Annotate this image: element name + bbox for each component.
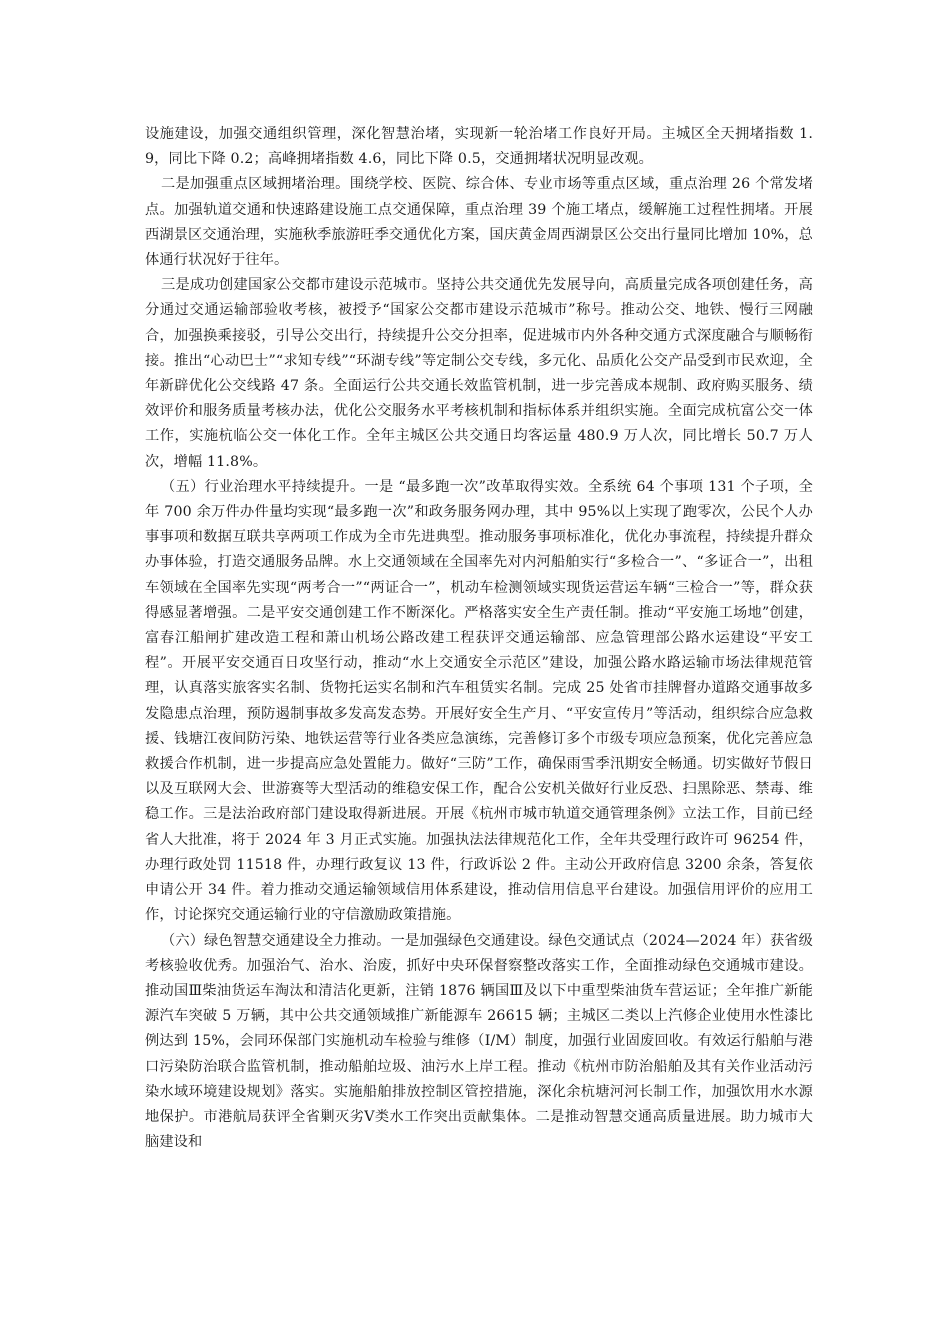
document-page bbox=[145, 122, 813, 1155]
paragraph-congestion-overview: 设施建设，加强交通组织管理，深化智慧治堵，实现新一轮治堵工作良好开局。主城区全天拥堵指数 1.9，同比下降 0.2；高峰拥堵指数 4.6，同比下降 0.5，交通拥堵状况明显改观。 bbox=[145, 126, 813, 168]
paragraph-transit-metropolis: 三是成功创建国家公交都市建设示范城市。坚持公共交通优先发展导向，高质量完成各项创建任务，高分通过交通运输部验收考核，被授予“国家公交都市建设示范城市”称号。推动公交、地铁、慢行三网融合，加强换乘接驳，引导公交出行，持续提升公交分担率，促进城市内外各种交通方式深度融合与顺畅衔接。推出“心动巴士”“求知专线”“环湖专线”等定制公交专线，多元化、品质化公交产品受到市民欢迎，全年新辟优化公交线路 47 条。全面运行公共交通长效监管机制，进一步完善成本规制、政府购买服务、绩效评价和服务质量考核办法，优化公交服务水平考核机制和指标体系并组织实施。全面完成杭富公交一体工作，实施杭临公交一体化工作。全年主城区公共交通日均客运量 480.9 万人次，同比增长 50.7 万人次，增幅 11.8%。 bbox=[145, 277, 813, 470]
paragraph-key-area-congestion: 二是加强重点区域拥堵治理。围绕学校、医院、综合体、专业市场等重点区域，重点治理 26 个常发堵点。加强轨道交通和快速路建设施工点交通保障，重点治理 39 个施工堵点，缓解施工过程性拥堵。开展西湖景区交通治理，实施秋季旅游旺季交通优化方案，国庆黄金周西湖景区公交出行量同比增加 10%，总体通行状况好于往年。 bbox=[145, 176, 813, 269]
paragraph-green-smart-transport: （六）绿色智慧交通建设全力推动。一是加强绿色交通建设。绿色交通试点（2024—2024 年）获省级考核验收优秀。加强治气、治水、治废，抓好中央环保督察整改落实工作，全面推动绿色交通城市建设。推动国Ⅲ柴油货运车淘汰和清洁化更新，注销 1876 辆国Ⅲ及以下中重型柴油货车营运证；全年推广新能源汽车突破 5 万辆，其中公共交通领域推广新能源车 26615 辆；主城区二类以上汽修企业使用水性漆比例达到 15%，会同环保部门实施机动车检验与维修（I/M）制度，加强行业固废回收。有效运行船舶与港口污染防治联合监管机制，推动船舶垃圾、油污水上岸工程。推动《杭州市防治船舶及其有关作业活动污染水域环境建设规划》落实。实施船舶排放控制区管控措施，深化余杭塘河河长制工作，加强饮用水水源地保护。市港航局获评全省剿灭劣Ⅴ类水工作突出贡献集体。二是推动智慧交通高质量进展。助力城市大脑建设和 bbox=[145, 932, 813, 1151]
paragraph-industry-governance: （五）行业治理水平持续提升。一是 “最多跑一次”改革取得实效。全系统 64 个事项 131 个子项，全年 700 余万件办件量均实现“最多跑一次”和政务服务网办理，其中 95%以上实现了跑零次，公民个人办事事项和数据互联共享两项工作成为全市先进典型。推动服务事项标准化，优化办事流程，持续提升群众办事体验，打造交通服务品牌。水上交通领域在全国率先对内河船舶实行“多检合一”、“多证合一”，出租车领域在全国率先实现“两考合一”“两证合一”，机动车检测领域实现货运营运车辆“三检合一”等，群众获得感显著增强。二是平安交通创建工作不断深化。严格落实安全生产责任制。推动“平安施工场地”创建，富春江船闸扩建改造工程和萧山机场公路改建工程获评交通运输部、应急管理部公路水运建设“平安工程”。开展平安交通百日攻坚行动，推动“水上交通安全示范区”建设，加强公路水路运输市场法律规范管理，认真落实旅客实名制、货物托运实名制和汽车租赁实名制。完成 25 处省市挂牌督办道路交通事故多发隐患点治理，预防遏制事故多发高发态势。开展好安全生产月、“平安宣传月”等活动，组织综合应急救援、钱塘江夜间防污染、地铁运营等行业各类应急演练，完善修订多个市级专项应急预案，优化完善应急救援合作机制，进一步提高应急处置能力。做好“三防”工作，确保雨雪季汛期安全畅通。切实做好节假日以及互联网大会、世游赛等大型活动的维稳安保工作，配合公安机关做好行业反恐、扫黑除恶、禁毒、维稳工作。三是法治政府部门建设取得新进展。开展《杭州市城市轨道交通管理条例》立法工作，目前已经省人大批准，将于 2024 年 3 月正式实施。加强执法法律规范化工作，全年共受理行政许可 96254 件，办理行政处罚 11518 件，办理行政复议 13 件，行政诉讼 2 件。主动公开政府信息 3200 余条，答复依申请公开 34 件。着力推动交通运输领域信用体系建设，推动信用信息平台建设。加强信用评价的应用工作，讨论探究交通运输行业的守信激励政策措施。 bbox=[145, 478, 813, 924]
